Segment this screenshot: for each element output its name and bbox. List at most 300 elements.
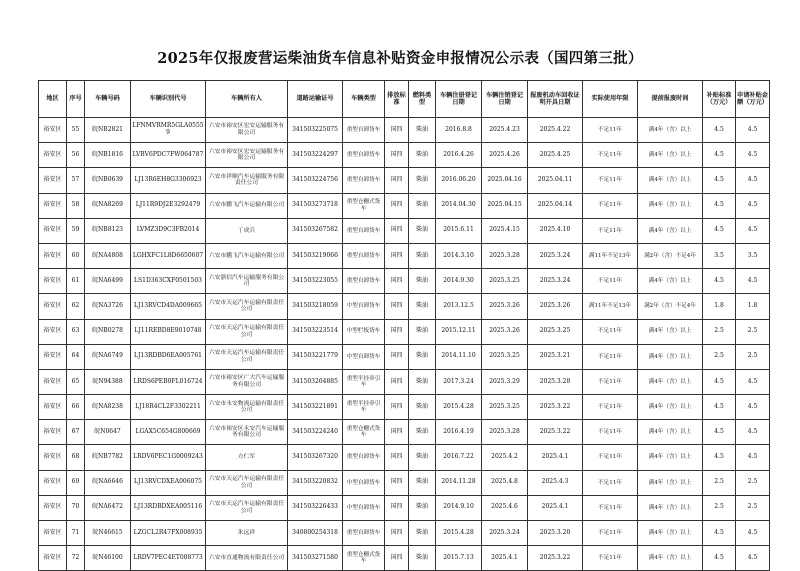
cell-index: 56 — [67, 143, 85, 168]
cell-subsidy-standard: 4.5 — [703, 118, 736, 143]
table-row — [39, 420, 770, 445]
cell-plate: 皖NA6749 — [85, 344, 131, 369]
cell-fuel: 柴油 — [409, 395, 436, 420]
cell-vehicle-type: 重型仓栅式货车 — [343, 546, 385, 571]
cell-owner: 朱远祥 — [206, 521, 288, 546]
table-row — [39, 445, 770, 470]
cell-owner: 六安市鹏飞汽车运输有限公司 — [206, 243, 288, 268]
cell-subsidy-standard: 2.5 — [703, 470, 736, 495]
cell-vehicle-type: 重型自卸货车 — [343, 269, 385, 294]
cell-register-date: 2016.4.26 — [436, 143, 482, 168]
cell-vin: LVBV6PDC7FW064787 — [131, 143, 206, 168]
cell-register-date: 2016.4.19 — [436, 420, 482, 445]
cell-vehicle-type: 重型自卸货车 — [343, 118, 385, 143]
cell-subsidy-amount: 4.5 — [736, 193, 770, 218]
cell-plate: 皖N0647 — [85, 420, 131, 445]
cell-years-used: 不足11年 — [583, 546, 638, 571]
cell-certificate-date: 2025.4.25 — [528, 143, 583, 168]
cell-deregister-date: 2025.04.16 — [482, 168, 528, 193]
cell-vehicle-type: 重型自卸货车 — [343, 445, 385, 470]
cell-permit: 341503224756 — [288, 168, 343, 193]
cell-years-used: 不足11年 — [583, 445, 638, 470]
table-row — [39, 243, 770, 268]
cell-region: 裕安区 — [39, 369, 67, 394]
cell-emission: 国四 — [385, 395, 409, 420]
cell-deregister-date: 2025.4.8 — [482, 470, 528, 495]
column-header-years-used: 实际使用年限 — [583, 81, 638, 118]
cell-vehicle-type: 中型自卸货车 — [343, 344, 385, 369]
cell-register-date: 2015.7.13 — [436, 546, 482, 571]
cell-permit: 341503267582 — [288, 218, 343, 243]
cell-fuel: 柴油 — [409, 118, 436, 143]
cell-subsidy-amount: 4.5 — [736, 521, 770, 546]
cell-deregister-date: 2025.3.25 — [482, 395, 528, 420]
cell-vin: LJ11REBD8E9010748 — [131, 319, 206, 344]
cell-certificate-date: 2025.04.14 — [528, 193, 583, 218]
cell-years-used: 不足11年 — [583, 218, 638, 243]
cell-vehicle-type: 重型仓栅式货车 — [343, 420, 385, 445]
cell-owner: 六安市祥顺汽车运输服务有限责任公司 — [206, 168, 288, 193]
cell-index: 72 — [67, 546, 85, 571]
column-header-subsidy-standard: 补贴标准（万元） — [703, 81, 736, 118]
cell-owner: 六安市天运汽车运输有限责任公司 — [206, 294, 288, 319]
cell-certificate-date: 2025.3.22 — [528, 420, 583, 445]
cell-index: 67 — [67, 420, 85, 445]
cell-region: 裕安区 — [39, 218, 67, 243]
cell-subsidy-standard: 2.5 — [703, 319, 736, 344]
cell-emission: 国四 — [385, 243, 409, 268]
cell-certificate-date: 2025.3.22 — [528, 546, 583, 571]
cell-fuel: 柴油 — [409, 470, 436, 495]
cell-subsidy-standard: 1.8 — [703, 294, 736, 319]
cell-early-scrap: 满4年（含）以上 — [638, 495, 703, 520]
page-title: 2025年仅报废营运柴油货车信息补贴资金申报情况公示表（国四第三批） — [157, 50, 643, 67]
cell-register-date: 2014.04.30 — [436, 193, 482, 218]
cell-fuel: 柴油 — [409, 218, 436, 243]
cell-vehicle-type: 重型自卸货车 — [343, 243, 385, 268]
cell-vin: LJ13RVCDXEA006075 — [131, 470, 206, 495]
cell-early-scrap: 满4年（含）以上 — [638, 445, 703, 470]
cell-plate: 皖NA8269 — [85, 193, 131, 218]
cell-register-date: 2015.4.28 — [436, 521, 482, 546]
cell-permit: 341503224297 — [288, 143, 343, 168]
cell-index: 59 — [67, 218, 85, 243]
cell-subsidy-standard: 4.5 — [703, 168, 736, 193]
column-header-deregister-date: 车辆注销登记日期 — [482, 81, 528, 118]
cell-emission: 国四 — [385, 420, 409, 445]
cell-subsidy-standard: 4.5 — [703, 193, 736, 218]
cell-owner: 六安浙信汽车运输服务有限公司 — [206, 269, 288, 294]
table-row — [39, 168, 770, 193]
cell-permit: 341503226433 — [288, 495, 343, 520]
cell-fuel: 柴油 — [409, 319, 436, 344]
table-row — [39, 395, 770, 420]
cell-vin: LRDS6PEB0FL016724 — [131, 369, 206, 394]
cell-vehicle-type: 重型自卸货车 — [343, 143, 385, 168]
cell-register-date: 2015.6.11 — [436, 218, 482, 243]
cell-index: 65 — [67, 369, 85, 394]
cell-subsidy-standard: 4.5 — [703, 218, 736, 243]
cell-plate: 皖NA8238 — [85, 395, 131, 420]
cell-region: 裕安区 — [39, 420, 67, 445]
cell-emission: 国四 — [385, 369, 409, 394]
cell-years-used: 不足11年 — [583, 521, 638, 546]
cell-early-scrap: 满4年（含）以上 — [638, 193, 703, 218]
cell-region: 裕安区 — [39, 521, 67, 546]
cell-years-used: 不足11年 — [583, 168, 638, 193]
column-header-fuel: 燃料类型 — [409, 81, 436, 118]
cell-vin: LZGCL2R47FX008935 — [131, 521, 206, 546]
cell-vehicle-type: 中型自卸货车 — [343, 470, 385, 495]
cell-subsidy-standard: 2.5 — [703, 495, 736, 520]
cell-fuel: 柴油 — [409, 369, 436, 394]
cell-permit: 341503220832 — [288, 470, 343, 495]
cell-certificate-date: 2025.4.10 — [528, 218, 583, 243]
cell-vehicle-type: 重型半挂牵引车 — [343, 395, 385, 420]
cell-register-date: 2014.11.10 — [436, 344, 482, 369]
cell-certificate-date: 2025.4.1 — [528, 445, 583, 470]
cell-vin: LJ11R9DJ2E3292479 — [131, 193, 206, 218]
cell-fuel: 柴油 — [409, 168, 436, 193]
cell-fuel: 柴油 — [409, 243, 436, 268]
cell-subsidy-amount: 3.5 — [736, 243, 770, 268]
table-row — [39, 319, 770, 344]
cell-permit: 340800254318 — [288, 521, 343, 546]
cell-plate: 皖N46615 — [85, 521, 131, 546]
column-header-index: 序号 — [67, 81, 85, 118]
cell-plate: 皖NA6472 — [85, 495, 131, 520]
cell-region: 裕安区 — [39, 143, 67, 168]
cell-vin: LGHXFC1L8D6650607 — [131, 243, 206, 268]
cell-vin: LJ13RDBD6EA005761 — [131, 344, 206, 369]
column-header-plate: 车辆号码 — [85, 81, 131, 118]
cell-plate: 皖NA4808 — [85, 243, 131, 268]
cell-early-scrap: 满4年（含）以上 — [638, 395, 703, 420]
cell-plate: 皖N94388 — [85, 369, 131, 394]
cell-owner: 六安市裕安区宏安运输服务有限公司 — [206, 118, 288, 143]
cell-region: 裕安区 — [39, 193, 67, 218]
cell-permit: 341503273718 — [288, 193, 343, 218]
cell-permit: 341503267320 — [288, 445, 343, 470]
column-header-region: 地区 — [39, 81, 67, 118]
cell-emission: 国四 — [385, 344, 409, 369]
cell-subsidy-amount: 4.5 — [736, 420, 770, 445]
cell-certificate-date: 2025.3.22 — [528, 395, 583, 420]
cell-subsidy-standard: 4.5 — [703, 546, 736, 571]
cell-deregister-date: 2025.3.24 — [482, 521, 528, 546]
cell-deregister-date: 2025.3.26 — [482, 294, 528, 319]
cell-years-used: 不足11年 — [583, 395, 638, 420]
cell-owner: 六安市天运汽车运输有限责任公司 — [206, 470, 288, 495]
cell-subsidy-amount: 4.5 — [736, 395, 770, 420]
cell-subsidy-amount: 4.5 — [736, 118, 770, 143]
cell-fuel: 柴油 — [409, 269, 436, 294]
cell-register-date: 2016.06.20 — [436, 168, 482, 193]
cell-early-scrap: 满2年（含）不足4年 — [638, 294, 703, 319]
cell-vin: LJ13R6EH8G3306923 — [131, 168, 206, 193]
cell-emission: 国四 — [385, 218, 409, 243]
cell-early-scrap: 满4年（含）以上 — [638, 118, 703, 143]
cell-deregister-date: 2025.04.15 — [482, 193, 528, 218]
cell-plate: 皖N46100 — [85, 546, 131, 571]
cell-early-scrap: 满2年（含）不足4年 — [638, 243, 703, 268]
cell-plate: 皖NB7782 — [85, 445, 131, 470]
cell-certificate-date: 2025.4.3 — [528, 470, 583, 495]
cell-certificate-date: 2025.3.20 — [528, 521, 583, 546]
cell-certificate-date: 2025.3.28 — [528, 369, 583, 394]
cell-emission: 国四 — [385, 193, 409, 218]
cell-owner: 六安市永安物流运输有限责任公司 — [206, 395, 288, 420]
cell-emission: 国四 — [385, 269, 409, 294]
cell-vehicle-type: 中型自卸货车 — [343, 294, 385, 319]
cell-permit: 341503223514 — [288, 319, 343, 344]
table-row — [39, 193, 770, 218]
cell-years-used: 满11年不足13年 — [583, 243, 638, 268]
cell-vin: LRDV6PEC1G0009243 — [131, 445, 206, 470]
cell-region: 裕安区 — [39, 546, 67, 571]
cell-plate: 皖NB2821 — [85, 118, 131, 143]
cell-permit: 341503219066 — [288, 243, 343, 268]
cell-subsidy-standard: 4.5 — [703, 395, 736, 420]
cell-permit: 341503271580 — [288, 546, 343, 571]
cell-emission: 国四 — [385, 143, 409, 168]
cell-permit: 341503264885 — [288, 369, 343, 394]
cell-register-date: 2017.3.24 — [436, 369, 482, 394]
cell-index: 58 — [67, 193, 85, 218]
cell-owner: 六安市鹏飞汽车运输有限公司 — [206, 193, 288, 218]
cell-plate: 皖NB0639 — [85, 168, 131, 193]
cell-emission: 国四 — [385, 470, 409, 495]
cell-early-scrap: 满4年（含）以上 — [638, 470, 703, 495]
cell-subsidy-standard: 2.5 — [703, 344, 736, 369]
cell-subsidy-amount: 4.5 — [736, 143, 770, 168]
cell-years-used: 满11年不足13年 — [583, 294, 638, 319]
cell-certificate-date: 2025.3.24 — [528, 269, 583, 294]
cell-permit: 341503221891 — [288, 395, 343, 420]
cell-index: 71 — [67, 521, 85, 546]
cell-vehicle-type: 重型仓栅式货车 — [343, 193, 385, 218]
subsidy-table — [38, 80, 770, 571]
cell-register-date: 2013.12.5 — [436, 294, 482, 319]
cell-emission: 国四 — [385, 168, 409, 193]
cell-owner: 方仁军 — [206, 445, 288, 470]
cell-vin: LVMZ3D9C3FB2014 — [131, 218, 206, 243]
cell-early-scrap: 满4年（含）以上 — [638, 269, 703, 294]
cell-vehicle-type: 重型半挂牵引车 — [343, 369, 385, 394]
cell-permit: 341503225075 — [288, 118, 343, 143]
cell-plate: 皖NA3726 — [85, 294, 131, 319]
cell-region: 裕安区 — [39, 269, 67, 294]
cell-years-used: 不足11年 — [583, 319, 638, 344]
cell-early-scrap: 满4年（含）以上 — [638, 546, 703, 571]
cell-subsidy-amount: 4.5 — [736, 269, 770, 294]
cell-index: 60 — [67, 243, 85, 268]
cell-owner: 六安市天运汽车运输有限责任公司 — [206, 495, 288, 520]
cell-subsidy-amount: 4.5 — [736, 369, 770, 394]
cell-vin: LFNMVRMR5GLA05559 — [131, 118, 206, 143]
cell-certificate-date: 2025.3.21 — [528, 344, 583, 369]
cell-subsidy-amount: 4.5 — [736, 218, 770, 243]
column-header-certificate-date: 报废机动车回收证明开具日期 — [528, 81, 583, 118]
table-row — [39, 546, 770, 571]
cell-deregister-date: 2025.4.23 — [482, 118, 528, 143]
cell-emission: 国四 — [385, 319, 409, 344]
cell-register-date: 2016.8.8 — [436, 118, 482, 143]
cell-vehicle-type: 中型栏板货车 — [343, 319, 385, 344]
cell-plate: 皖NA6499 — [85, 269, 131, 294]
cell-emission: 国四 — [385, 118, 409, 143]
cell-plate: 皖NB8123 — [85, 218, 131, 243]
cell-subsidy-standard: 4.5 — [703, 369, 736, 394]
cell-permit: 341503221779 — [288, 344, 343, 369]
cell-vehicle-type: 重型自卸货车 — [343, 218, 385, 243]
cell-subsidy-amount: 4.5 — [736, 445, 770, 470]
cell-subsidy-standard: 3.5 — [703, 243, 736, 268]
column-header-emission: 排放标准 — [385, 81, 409, 118]
table-row — [39, 143, 770, 168]
cell-permit: 341503223055 — [288, 269, 343, 294]
cell-vehicle-type: 中型自卸货车 — [343, 495, 385, 520]
cell-fuel: 柴油 — [409, 546, 436, 571]
cell-certificate-date: 2025.4.1 — [528, 495, 583, 520]
cell-deregister-date: 2025.4.2 — [482, 445, 528, 470]
cell-fuel: 柴油 — [409, 420, 436, 445]
cell-years-used: 不足11年 — [583, 470, 638, 495]
cell-index: 61 — [67, 269, 85, 294]
column-header-early-scrap: 提前报废时间 — [638, 81, 703, 118]
cell-region: 裕安区 — [39, 470, 67, 495]
cell-region: 裕安区 — [39, 294, 67, 319]
cell-years-used: 不足11年 — [583, 369, 638, 394]
cell-early-scrap: 满4年（含）以上 — [638, 143, 703, 168]
cell-vehicle-type: 重型自卸货车 — [343, 521, 385, 546]
cell-years-used: 不足11年 — [583, 495, 638, 520]
cell-index: 55 — [67, 118, 85, 143]
cell-deregister-date: 2025.3.25 — [482, 269, 528, 294]
cell-region: 裕安区 — [39, 168, 67, 193]
cell-register-date: 2014.9.30 — [436, 269, 482, 294]
cell-years-used: 不足11年 — [583, 118, 638, 143]
cell-deregister-date: 2025.3.25 — [482, 344, 528, 369]
cell-subsidy-standard: 4.5 — [703, 420, 736, 445]
cell-plate: 皖NB1816 — [85, 143, 131, 168]
cell-subsidy-amount: 2.5 — [736, 344, 770, 369]
cell-register-date: 2014.9.10 — [436, 495, 482, 520]
cell-subsidy-amount: 4.5 — [736, 168, 770, 193]
cell-years-used: 不足11年 — [583, 344, 638, 369]
cell-deregister-date: 2025.3.29 — [482, 369, 528, 394]
cell-deregister-date: 2025.4.15 — [482, 218, 528, 243]
table-body — [39, 118, 770, 571]
cell-fuel: 柴油 — [409, 445, 436, 470]
cell-years-used: 不足11年 — [583, 193, 638, 218]
cell-vin: LS1D363CXF0501503 — [131, 269, 206, 294]
cell-vin: LRDV7PEC4ET008773 — [131, 546, 206, 571]
table-row — [39, 118, 770, 143]
cell-early-scrap: 满4年（含）以上 — [638, 521, 703, 546]
cell-register-date: 2015.12.11 — [436, 319, 482, 344]
cell-region: 裕安区 — [39, 319, 67, 344]
cell-certificate-date: 2025.3.26 — [528, 294, 583, 319]
cell-region: 裕安区 — [39, 344, 67, 369]
table-row — [39, 218, 770, 243]
cell-region: 裕安区 — [39, 243, 67, 268]
cell-index: 69 — [67, 470, 85, 495]
cell-vin: LGAX5C654G800669 — [131, 420, 206, 445]
cell-emission: 国四 — [385, 546, 409, 571]
cell-region: 裕安区 — [39, 118, 67, 143]
cell-deregister-date: 2025.3.28 — [482, 420, 528, 445]
cell-index: 57 — [67, 168, 85, 193]
cell-fuel: 柴油 — [409, 143, 436, 168]
cell-vehicle-type: 重型自卸货车 — [343, 168, 385, 193]
table-row — [39, 495, 770, 520]
cell-certificate-date: 2025.3.24 — [528, 243, 583, 268]
cell-vin: LJ18R4CL2F3302211 — [131, 395, 206, 420]
cell-owner: 丁成兵 — [206, 218, 288, 243]
cell-vin: LJ13RDBDXEA005116 — [131, 495, 206, 520]
column-header-permit: 道路运输证号 — [288, 81, 343, 118]
cell-subsidy-standard: 4.5 — [703, 143, 736, 168]
cell-register-date: 2014.3.10 — [436, 243, 482, 268]
cell-emission: 国四 — [385, 495, 409, 520]
cell-register-date: 2016.7.22 — [436, 445, 482, 470]
cell-emission: 国四 — [385, 445, 409, 470]
cell-fuel: 柴油 — [409, 193, 436, 218]
cell-deregister-date: 2025.4.1 — [482, 546, 528, 571]
cell-owner: 六安市裕安区永安汽车运输服务有限公司 — [206, 420, 288, 445]
cell-fuel: 柴油 — [409, 495, 436, 520]
cell-owner: 六安市直通物流有限责任公司 — [206, 546, 288, 571]
cell-early-scrap: 满4年（含）以上 — [638, 319, 703, 344]
cell-plate: 皖NA6646 — [85, 470, 131, 495]
cell-deregister-date: 2025.3.26 — [482, 319, 528, 344]
cell-early-scrap: 满4年（含）以上 — [638, 344, 703, 369]
cell-years-used: 不足11年 — [583, 420, 638, 445]
cell-emission: 国四 — [385, 294, 409, 319]
cell-index: 66 — [67, 395, 85, 420]
cell-subsidy-amount: 1.8 — [736, 294, 770, 319]
table-row — [39, 470, 770, 495]
cell-certificate-date: 2025.04.11 — [528, 168, 583, 193]
cell-index: 70 — [67, 495, 85, 520]
cell-early-scrap: 满4年（含）以上 — [638, 168, 703, 193]
cell-fuel: 柴油 — [409, 521, 436, 546]
cell-subsidy-standard: 4.5 — [703, 269, 736, 294]
table-row — [39, 369, 770, 394]
column-header-vehicle-type: 车辆类型 — [343, 81, 385, 118]
cell-owner: 六安市裕安区宏安运输服务有限公司 — [206, 143, 288, 168]
cell-subsidy-amount: 2.5 — [736, 495, 770, 520]
cell-certificate-date: 2025.3.25 — [528, 319, 583, 344]
cell-region: 裕安区 — [39, 445, 67, 470]
cell-region: 裕安区 — [39, 495, 67, 520]
cell-owner: 六安市天运汽车运输有限责任公司 — [206, 319, 288, 344]
cell-deregister-date: 2025.3.28 — [482, 243, 528, 268]
cell-subsidy-amount: 2.5 — [736, 470, 770, 495]
cell-subsidy-amount: 4.5 — [736, 546, 770, 571]
cell-owner: 六安市裕安区广大汽车运输服务有限公司 — [206, 369, 288, 394]
cell-index: 68 — [67, 445, 85, 470]
table-row — [39, 294, 770, 319]
cell-early-scrap: 满4年（含）以上 — [638, 369, 703, 394]
cell-index: 62 — [67, 294, 85, 319]
table-row — [39, 521, 770, 546]
table-row — [39, 344, 770, 369]
cell-subsidy-standard: 4.5 — [703, 445, 736, 470]
cell-years-used: 不足11年 — [583, 143, 638, 168]
header-row — [39, 81, 770, 118]
